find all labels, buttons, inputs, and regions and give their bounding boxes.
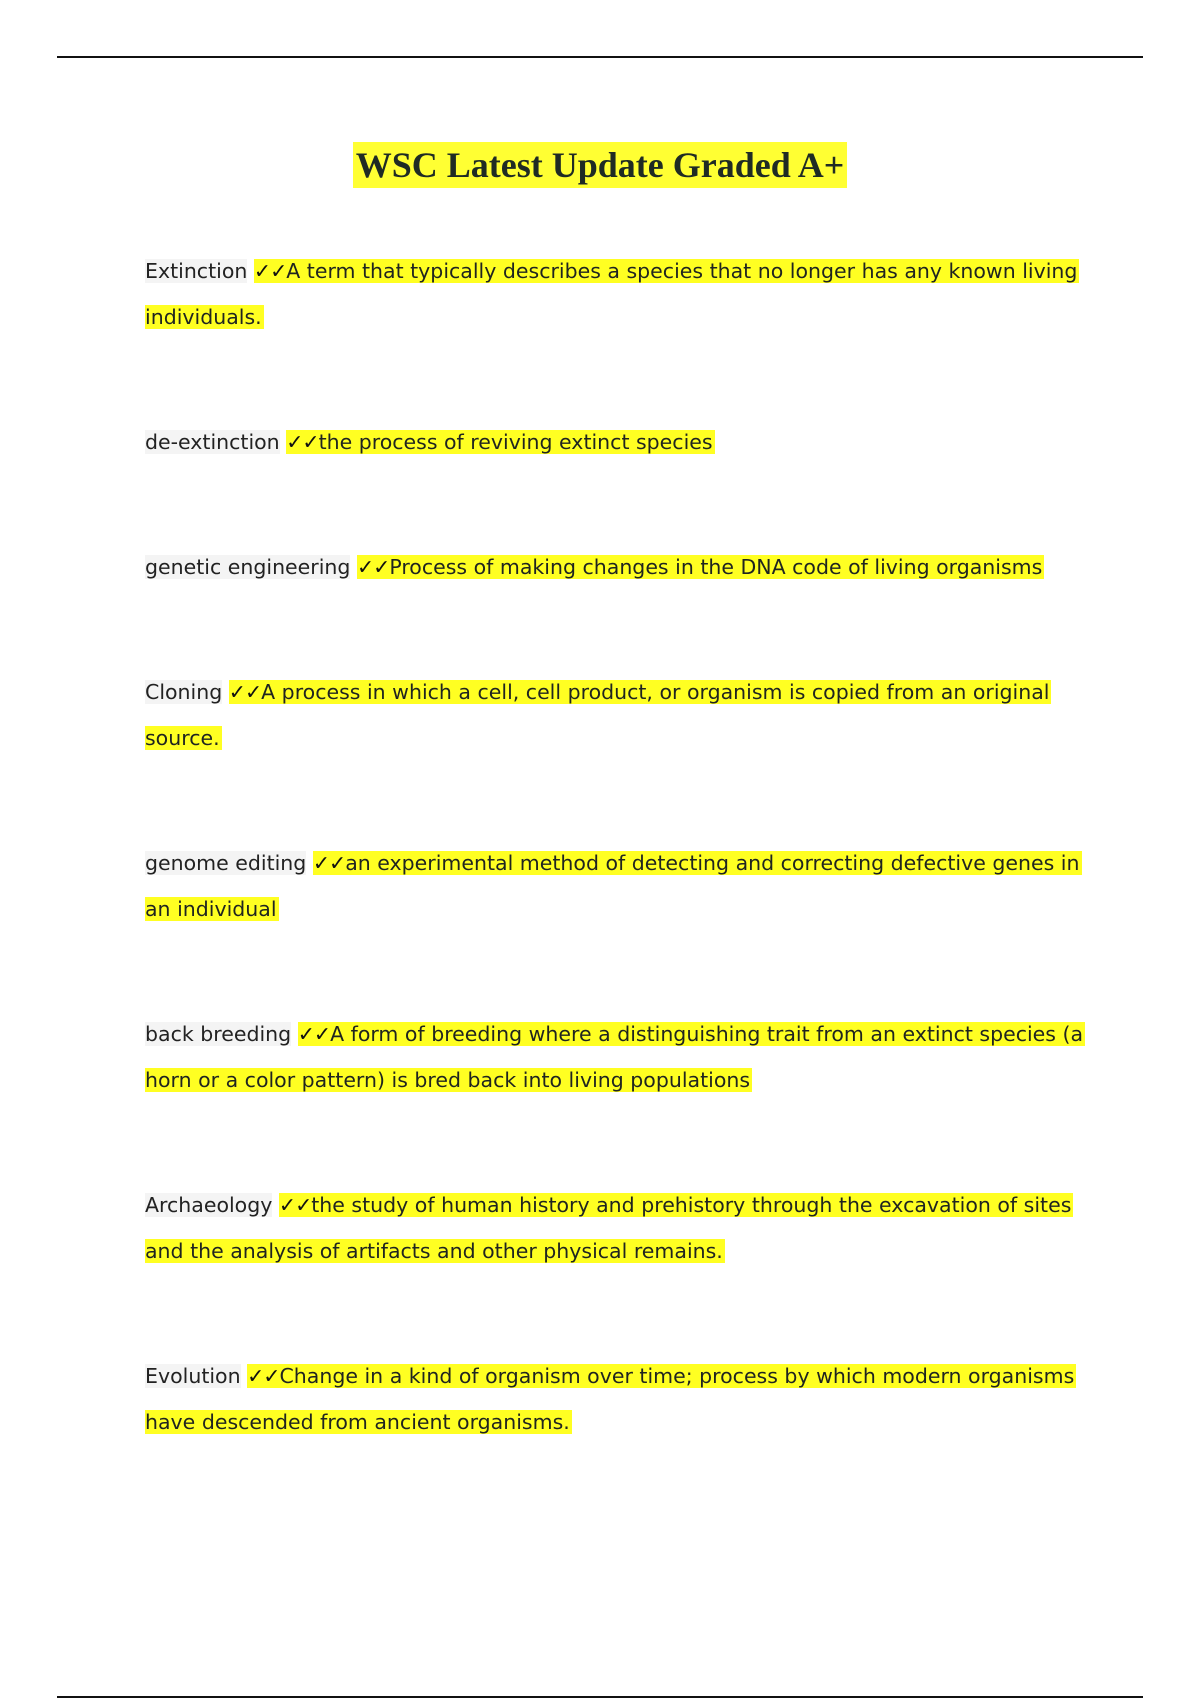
glossary-entry [145,419,1090,465]
entry-definition: the process of reviving extinct species [318,430,713,454]
entry-term: genetic engineering [145,555,351,579]
double-check-icon: ✓✓ [228,680,262,704]
entry-definition-highlight [145,259,1079,329]
double-check-icon: ✓✓ [253,259,287,283]
entry-term: back breeding [145,1022,292,1046]
double-check-icon: ✓✓ [297,1022,331,1046]
entry-definition: A term that typically describes a species that no longer has any known living individuals. [145,259,1078,329]
glossary-entry [145,1182,1090,1274]
entry-definition: Change in a kind of organism over time; process by which modern organisms have descended from ancient organisms. [145,1364,1075,1434]
double-check-icon: ✓✓ [278,1193,312,1217]
bottom-rule [57,1696,1143,1698]
glossary-entry [145,1011,1090,1103]
entry-term: Extinction [145,259,248,283]
glossary-entry [145,1353,1090,1445]
double-check-icon: ✓✓ [286,430,319,454]
entry-definition: the study of human history and prehistory through the excavation of sites and the analysis of artifacts and other physical remains. [145,1193,1072,1263]
entry-definition: A form of breeding where a distinguishing trait from an extinct species (a horn or a color pattern) is bred back into living populations [145,1022,1084,1092]
glossary-entry [145,248,1090,340]
entry-definition-highlight [145,1193,1073,1263]
glossary-entry [145,669,1090,761]
glossary-entry [145,544,1090,590]
title-container [0,142,1200,188]
entry-term: Cloning [145,680,223,704]
entry-definition-highlight [145,680,1051,750]
entry-definition: an experimental method of detecting and correcting defective genes in an individual [145,851,1080,921]
entry-term: genome editing [145,851,307,875]
entry-definition-highlight [145,1364,1076,1434]
top-rule [57,56,1143,58]
document-title: WSC Latest Update Graded A+ [353,142,848,188]
glossary-list [145,248,1090,1524]
entry-term: Evolution [145,1364,241,1388]
entry-term: Archaeology [145,1193,273,1217]
entry-definition: Process of making changes in the DNA code of living organisms [389,555,1043,579]
entry-definition-highlight [286,430,714,454]
glossary-entry [145,840,1090,932]
entry-term: de-extinction [145,430,280,454]
double-check-icon: ✓✓ [247,1364,280,1388]
entry-definition: A process in which a cell, cell product, or organism is copied from an original source. [145,680,1050,750]
entry-definition-highlight [357,555,1044,579]
double-check-icon: ✓✓ [356,555,390,579]
double-check-icon: ✓✓ [312,851,346,875]
